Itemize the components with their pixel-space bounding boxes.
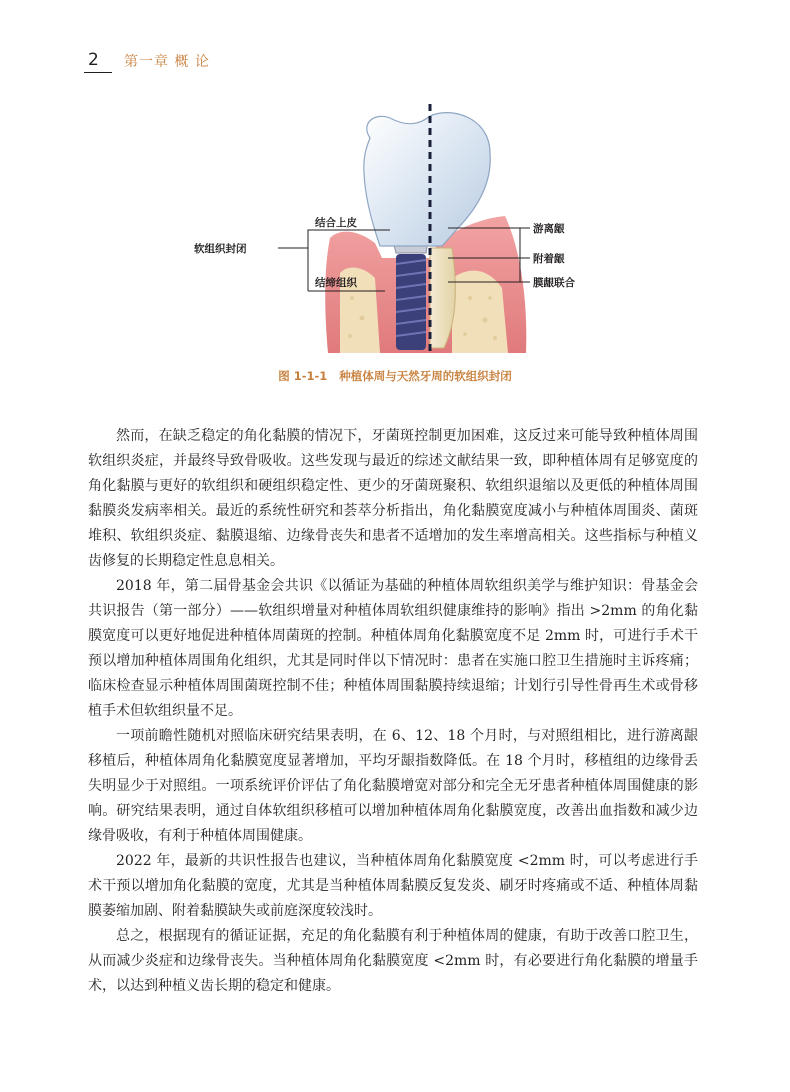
caption-text: 种植体周与天然牙周的软组织封闭 xyxy=(339,369,512,383)
paragraph-4: 2022 年，最新的共识性报告也建议，当种植体周角化黏膜宽度 <2mm 时，可以考虑进行手术干预以增加角化黏膜的宽度，尤其是当种植体周黏膜反复发炎、刷牙时疼痛或不适、种植体周黏膜萎缩加剧、附着黏膜缺失或前庭深度较浅时。 xyxy=(88,853,698,919)
label-connective-tissue: 结缔组织 xyxy=(315,277,357,289)
label-attached-gingiva: 附着龈 xyxy=(533,253,565,265)
figure-caption xyxy=(0,368,790,384)
body-text xyxy=(88,424,698,999)
label-mucogingival-junction: 膜龈联合 xyxy=(533,277,575,289)
paragraph-5: 总之，根据现有的循证证据，充足的角化黏膜有利于种植体周的健康，有助于改善口腔卫生，从而减少炎症和边缘骨丧失。当种植体周角化黏膜宽度 <2mm 时，有必要进行角化黏膜的增量手术，以达到种植义齿长期的稳定和健康。 xyxy=(88,928,698,994)
running-header xyxy=(84,48,384,76)
caption-number: 图 1-1-1 xyxy=(278,369,328,383)
paragraph-1: 然而，在缺乏稳定的角化黏膜的情况下，牙菌斑控制更加困难，这反过来可能导致种植体周围软组织炎症，并最终导致骨吸收。这些发现与最近的综述文献结果一致，即种植体周有足够宽度的角化黏膜与更好的软组织和硬组织稳定性、更少的牙菌斑聚积、软组织退缩以及更低的种植体周围黏膜炎发病率相关。最近的系统性研究和荟萃分析指出，角化黏膜宽度减小与种植体周围炎、菌斑堆积、软组织炎症、黏膜退缩、边缘骨丧失和患者不适增加的发生率增高相关。这些指标与种植义齿修复的长期稳定性息息相关。 xyxy=(88,428,698,569)
label-free-gingiva: 游离龈 xyxy=(533,223,565,235)
paragraph-3: 一项前瞻性随机对照临床研究结果表明，在 6、12、18 个月时，与对照组相比，进行游离龈移植后，种植体周角化黏膜宽度显著增加，平均牙龈指数降低。在 18 个月时，移植组的边缘骨丢失明显少于对照组。一项系统评价评估了角化黏膜增宽对部分和完全无牙患者种植体周围健康的影响。研究结果表明，通过自体软组织移植可以增加种植体周角化黏膜宽度，改善出血指数和减少边缘骨吸收，有利于种植体周围健康。 xyxy=(88,728,698,844)
label-soft-tissue-seal: 软组织封闭 xyxy=(194,243,247,255)
page-number: 2 xyxy=(88,50,99,70)
header-rule xyxy=(84,72,112,73)
figure-soft-tissue-seal xyxy=(190,98,610,368)
tooth-implant-illustration xyxy=(190,98,610,368)
label-junctional-epithelium: 结合上皮 xyxy=(315,217,357,229)
paragraph-2: 2018 年，第二届骨基金会共识《以循证为基础的种植体周软组织美学与维护知识：骨基金会共识报告（第一部分）——软组织增量对种植体周软组织健康维持的影响》指出 >2mm 的角化黏膜宽度可以更好地促进种植体周菌斑的控制。种植体周角化黏膜宽度不足 2mm 时，可进行手术干预以增加种植体周围角化组织，尤其是同时伴以下情况时：患者在实施口腔卫生措施时主诉疼痛；临床检查显示种植体周围菌斑控制不佳；种植体周围黏膜持续退缩；计划行引导性骨再生术或骨移植手术但软组织量不足。 xyxy=(88,578,698,719)
chapter-title: 第一章 概 论 xyxy=(124,54,210,70)
